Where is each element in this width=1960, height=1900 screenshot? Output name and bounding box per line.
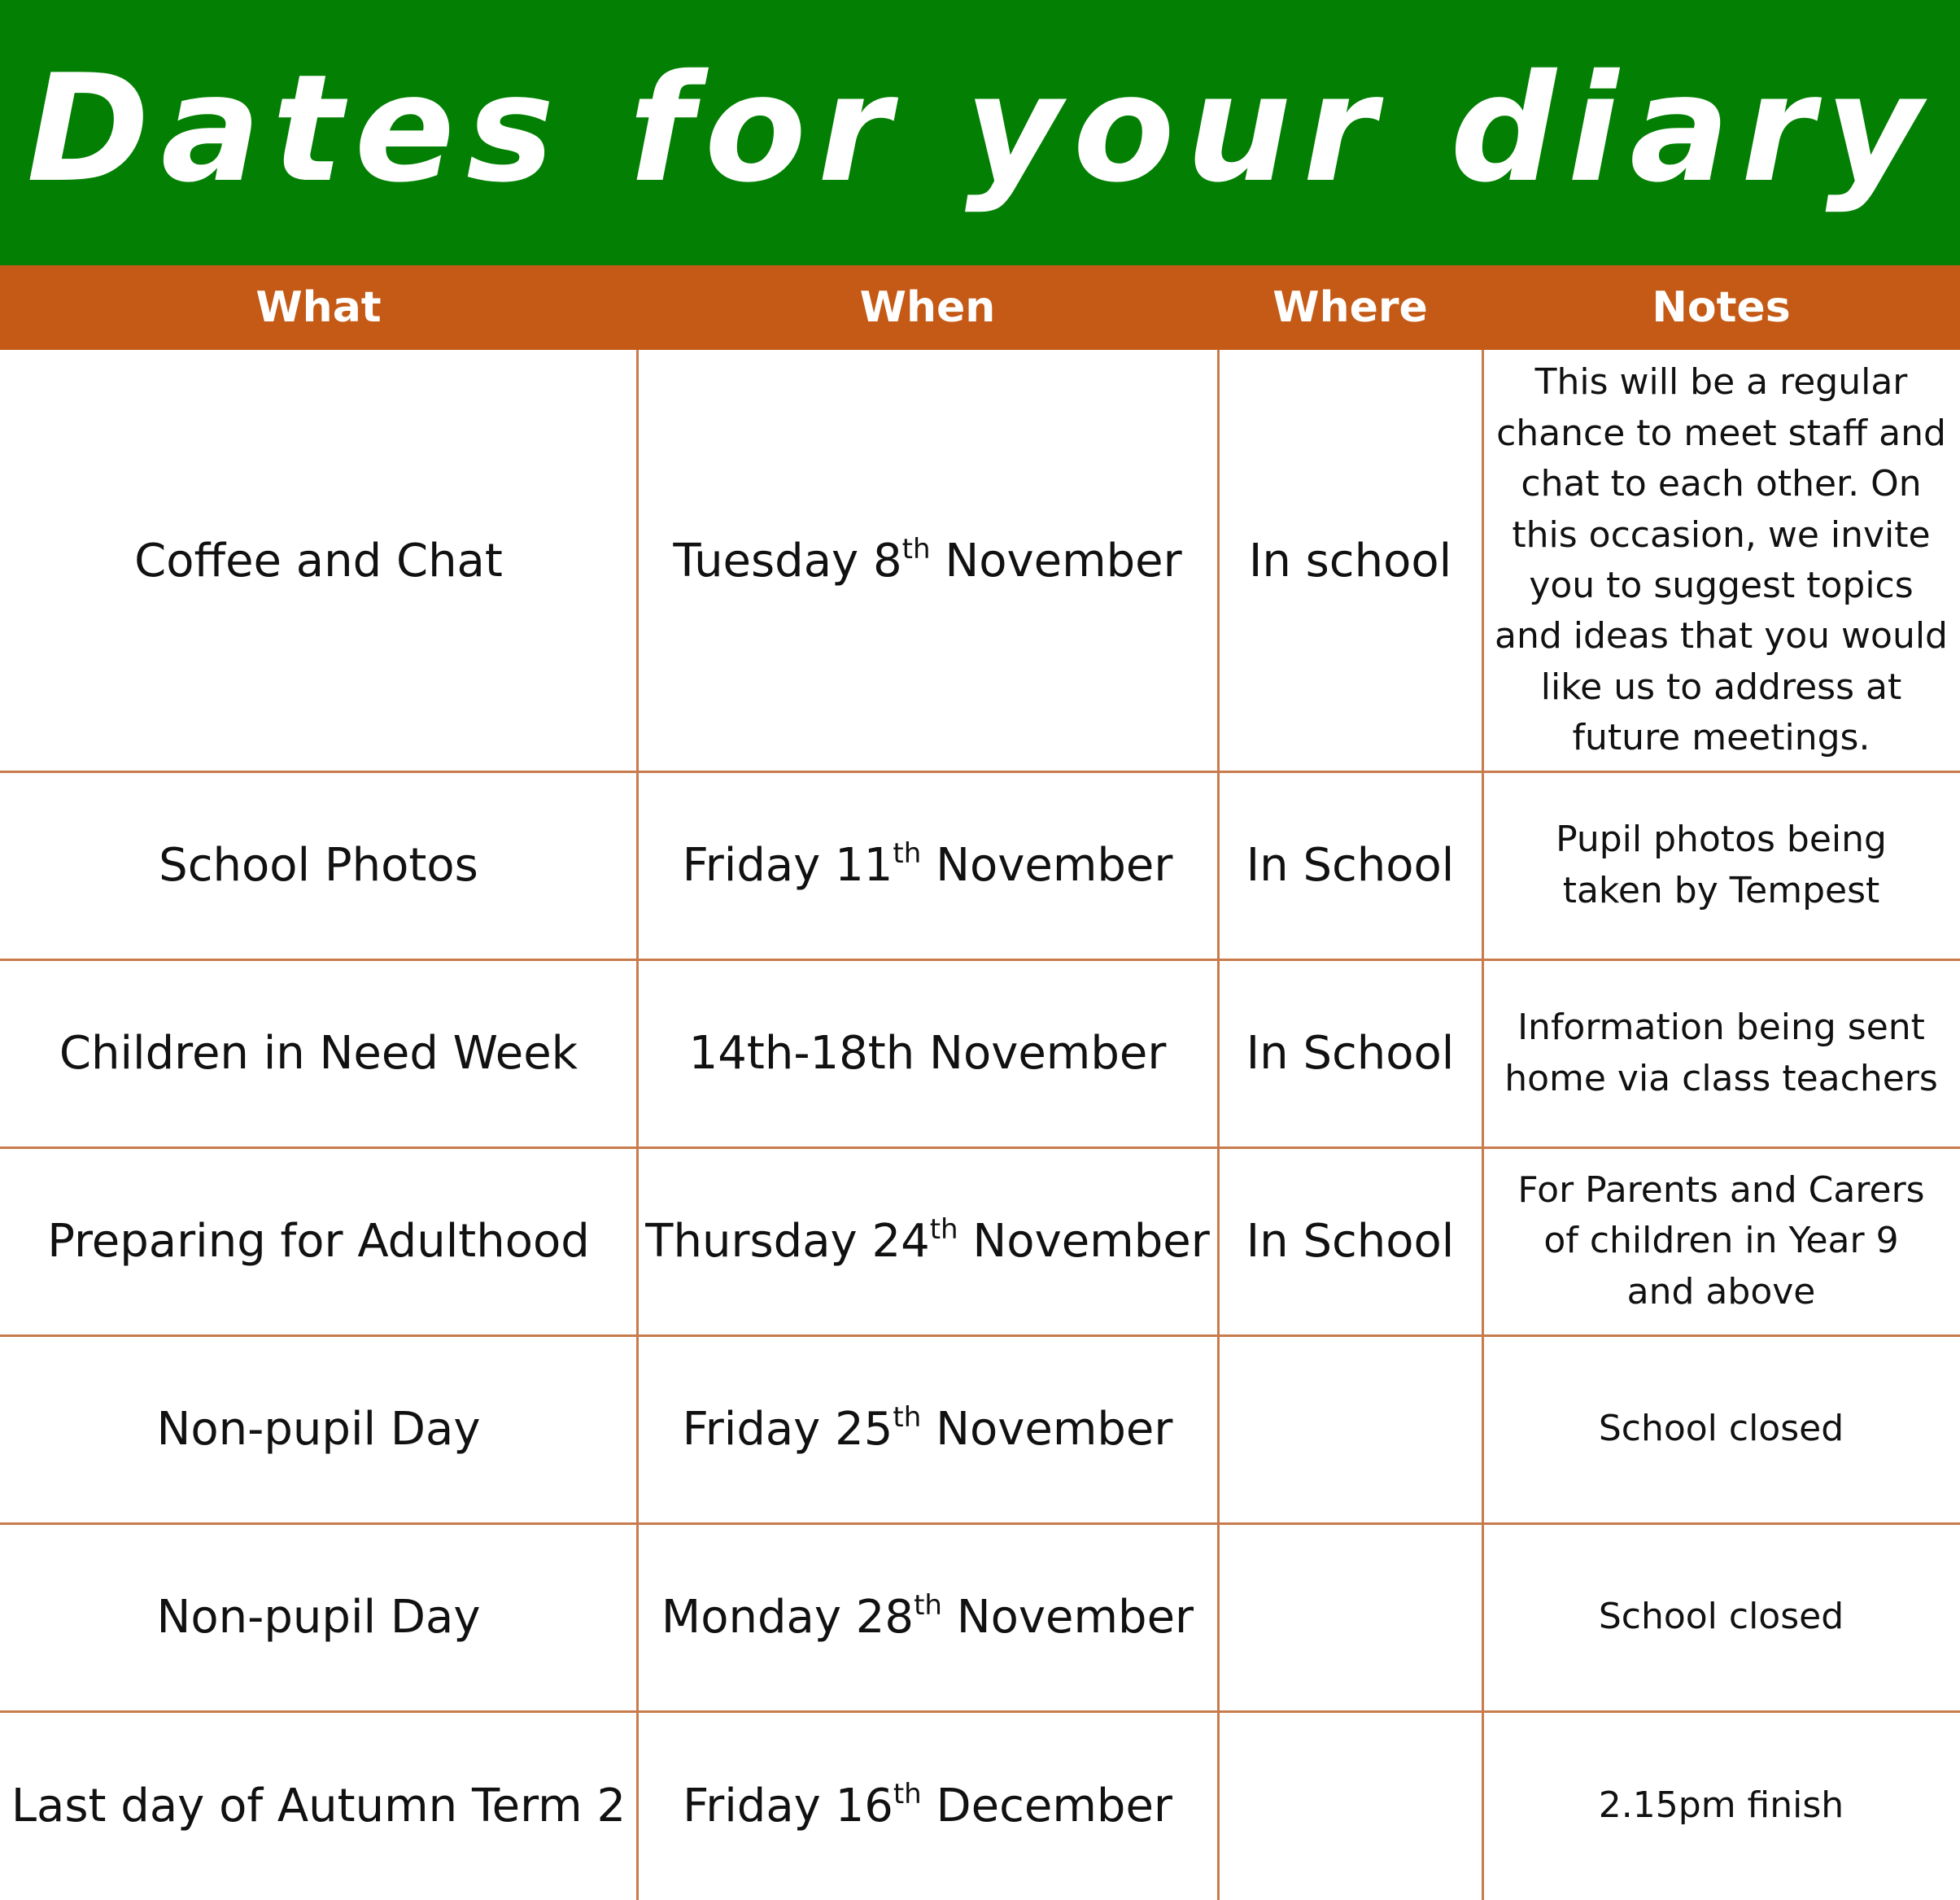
event-date: Thursday 24th November: [645, 1213, 1210, 1268]
event-name: Last day of Autumn Term 2: [11, 1779, 626, 1832]
column-header-what: What: [255, 283, 382, 332]
table-header: [0, 265, 1960, 350]
event-name: Coffee and Chat: [134, 534, 503, 587]
event-notes: School closed: [1598, 1596, 1844, 1638]
table-row: [0, 959, 1960, 1147]
event-notes: Pupil photos being taken by Tempest: [1556, 819, 1887, 911]
page-title: Dates for your diary: [26, 42, 1934, 215]
event-date: 14th-18th November: [688, 1027, 1167, 1080]
event-location: In School: [1246, 1027, 1455, 1080]
row-divider: [0, 959, 1960, 961]
event-location: [1218, 1523, 1482, 1711]
column-header-when: When: [859, 283, 996, 332]
column-divider: [636, 350, 639, 1900]
row-divider: [0, 1334, 1960, 1337]
event-name: Non-pupil Day: [156, 1403, 481, 1456]
event-name: Non-pupil Day: [156, 1591, 481, 1644]
event-notes: School closed: [1598, 1408, 1844, 1450]
table-row: [0, 771, 1960, 959]
table-row: [0, 1523, 1960, 1711]
event-location: [1218, 1335, 1482, 1523]
title-banner: [0, 0, 1960, 265]
table-row: [0, 1711, 1960, 1900]
diary-table: [0, 350, 1960, 1900]
event-location: In school: [1248, 534, 1452, 587]
table-row: [0, 1335, 1960, 1523]
event-notes: For Parents and Carers of children in Year 9 and above: [1517, 1168, 1925, 1313]
event-date: Friday 11th November: [682, 837, 1173, 892]
event-notes: Information being sent home via class teachers: [1504, 1007, 1938, 1099]
column-divider: [1217, 350, 1220, 1900]
row-divider: [0, 771, 1960, 773]
table-row: [0, 1147, 1960, 1335]
column-divider: [1482, 350, 1484, 1900]
event-name: Children in Need Week: [59, 1027, 578, 1080]
column-header-where: Where: [1272, 283, 1428, 332]
event-location: In School: [1246, 839, 1455, 892]
table-row: [0, 350, 1960, 771]
row-divider: [0, 1147, 1960, 1149]
row-divider: [0, 1522, 1960, 1525]
column-header-notes: Notes: [1652, 283, 1791, 332]
event-location: [1218, 1711, 1482, 1900]
event-name: Preparing for Adulthood: [47, 1215, 590, 1268]
row-divider: [0, 1710, 1960, 1713]
event-location: In School: [1246, 1215, 1455, 1268]
event-date: Tuesday 8th November: [673, 532, 1182, 587]
event-notes: 2.15pm finish: [1598, 1784, 1844, 1826]
event-date: Friday 25th November: [682, 1401, 1173, 1456]
event-notes: This will be a regular chance to meet staff and chat to each other. On this occasion, we invite you to suggest topics and ideas that you would like us to address at future meetings.: [1495, 361, 1948, 759]
event-name: School Photos: [159, 839, 478, 892]
event-date: Monday 28th November: [661, 1589, 1194, 1644]
event-date: Friday 16th December: [683, 1777, 1172, 1832]
